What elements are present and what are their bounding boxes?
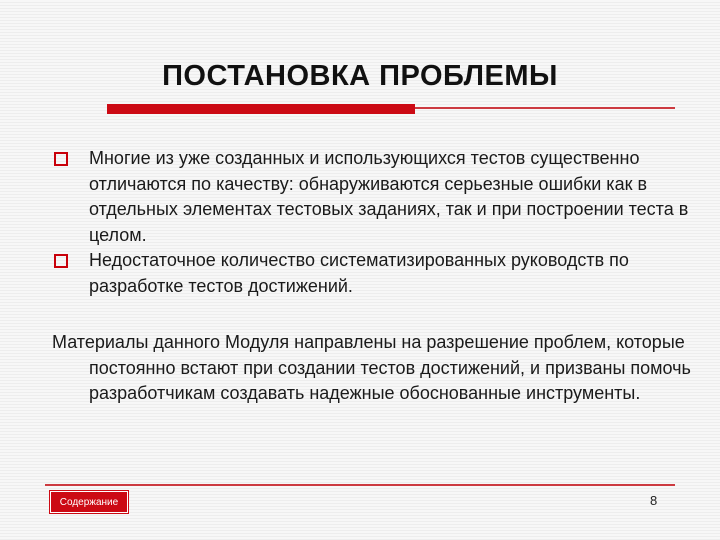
bullet-text: Недостаточное количество систематизированных руководств по разработке тестов достижений. <box>89 250 629 296</box>
contents-button[interactable]: Содержание <box>50 491 128 513</box>
hollow-square-bullet-icon <box>54 254 68 268</box>
summary-paragraph: Материалы данного Модуля направлены на разрешение проблем, которые постоянно встают при создании тестов достижений, и призваны помочь разработчикам создавать надежные обоснованные инструменты. <box>52 332 691 403</box>
list-item <box>52 248 692 299</box>
bullet-list <box>52 146 692 299</box>
slide-title: ПОСТАНОВКА ПРОБЛЕМЫ <box>162 60 558 92</box>
page-number: 8 <box>650 493 658 508</box>
hollow-square-bullet-icon <box>54 152 68 166</box>
list-item <box>52 146 692 248</box>
footer-divider <box>45 484 675 486</box>
title-underline-accent <box>107 104 415 114</box>
bullet-text: Многие из уже созданных и использующихся тестов существенно отличаются по качеству: обнаруживаются серьезные ошибки как в отдельных элементах тестовых заданиях, так и при построении теста в целом. <box>89 148 689 245</box>
